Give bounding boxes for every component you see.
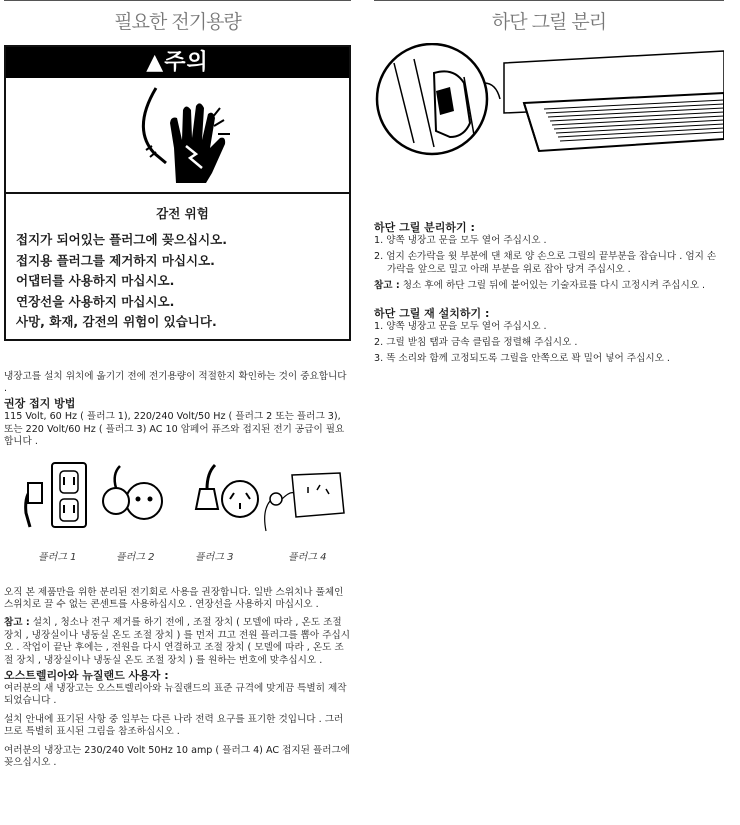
note-label: 참고 :: [4, 617, 30, 629]
australia-heading: 오스트렐리아와 뉴질랜드 사용자 :: [4, 668, 169, 682]
remove-steps: [374, 235, 724, 276]
shock-hazard-illustration: [6, 78, 349, 194]
warning-line: 연장선을 사용하지 마십시오.: [16, 293, 175, 309]
grille-note-label: 참고 :: [374, 280, 400, 292]
warning-line: 어댑터를 사용하지 마십시오.: [16, 273, 175, 288]
plug-caption: 플러그 3: [195, 552, 234, 563]
grounding-heading: 권장 접지 방법: [4, 397, 76, 411]
australia-paragraph-2: 설치 안내에 표기된 사항 중 일부는 다른 나라 전력 요구를 표기한 것입니다 . 그러므로 특별히 표시된 그림을 참조하십시오 .: [4, 713, 344, 738]
list-item: 2. 그릴 받침 탭과 금속 클립을 정렬해 주십시오 .: [374, 337, 578, 349]
list-item: 3. 똑 소리와 함께 고정되도록 그릴을 안쪽으로 꽉 밀어 넣어 주십시오 .: [374, 353, 670, 365]
plug-1-icon: [26, 463, 86, 527]
warning-line: 사망, 화재, 감전의 위험이 있습니다.: [16, 314, 217, 329]
australia-paragraph-3: 여러분의 냉장고는 230/240 Volt 50Hz 10 amp ( 플러그 4) AC 접지된 플러그에 꽂으십시오 .: [4, 744, 351, 768]
warning-triangle-icon: ▲: [146, 50, 165, 75]
plug-illustrations: [4, 449, 351, 555]
grille-note-text: 청소 후에 하단 그릴 뒤에 붙어있는 기술자료를 다시 고정시켜 주십시오 .: [399, 280, 706, 292]
warning-line: 접지가 되어있는 플러그에 꽂으십시오.: [16, 232, 228, 247]
warning-banner: [6, 47, 349, 78]
grille-note-paragraph: [374, 280, 724, 292]
plug-caption: 플러그 4: [288, 552, 327, 563]
plug-4-icon: [265, 473, 344, 531]
shock-hand-icon: [6, 78, 349, 192]
plug-3-icon: [196, 465, 258, 517]
note-text: 설치 , 청소나 전구 제거를 하기 전에 , 조절 장치 ( 모델에 따라 , 온도 조절 장치 , 냉장실이나 냉동실 온도 조절 장치 ) 를 먼저 끄고 전원 플러그를 뽑아 주십시오 . 작업이 끝난 후에는 , 전원을 다시 연결하고 조절 장치 ( 모델에 따라 , 온도 조절 장치 , 냉장실이나 냉동실 온도 조절 장치 ) 를 원하는 번호에 맞추십시오 .: [4, 617, 351, 666]
warning-banner-label: 주의: [164, 50, 209, 75]
warning-box: [4, 45, 351, 341]
warning-title: 감전 위험: [156, 206, 209, 221]
plug-caption: 플러그 2: [116, 552, 155, 563]
plug-2-icon: [103, 466, 162, 519]
section-heading-grille: 하단 그릴 분리: [374, 0, 724, 39]
australia-paragraph-1: 여러분의 새 냉장고는 오스트렐리아와 뉴질랜드의 표준 규격에 맞게끔 특별히 제작되었습니다 .: [4, 682, 347, 707]
list-item: 1. 양쪽 냉장고 문을 모두 열어 주십시오 .: [374, 235, 547, 246]
left-column: [4, 0, 351, 769]
circuit-paragraph: 오직 본 제품만을 위한 분리된 전기회로 사용을 권장합니다. 일반 스위치나 풀체인 스위치로 끌 수 없는 콘센트를 사용하십시오 . 연장선을 사용하지 마십시오 .: [4, 586, 344, 610]
grille-illustration: [374, 43, 724, 165]
intro-paragraph: 냉장고를 설치 위치에 옮기기 전에 전기용량이 적절한지 확인하는 것이 중요합니다 .: [4, 370, 347, 394]
list-item: 1. 양쪽 냉장고 문을 모두 열어 주십시오 .: [374, 320, 547, 332]
remove-grille-heading: 하단 그릴 분리하기 :: [374, 221, 475, 234]
section-heading-electrical: 필요한 전기용량: [4, 0, 351, 39]
plug-captions: [0, 548, 347, 562]
reinstall-steps: [374, 321, 724, 366]
warning-line: 접지용 플러그를 제거하지 마십시오.: [16, 252, 215, 268]
plug-caption: 플러그 1: [38, 552, 77, 563]
grille-removal-icon: [374, 43, 724, 165]
reinstall-grille-heading: 하단 그릴 재 설치하기 :: [374, 306, 490, 320]
warning-text: [6, 194, 349, 339]
right-column: [374, 0, 724, 370]
list-item: 2. 엄지 손가락을 윗 부분에 댄 채로 양 손으로 그릴의 끝부분을 잡습니다 . 엄지 손가락을 앞으로 밀고 아래 부분을 위로 잡아 당겨 주십시오 .: [374, 251, 717, 275]
grounding-paragraph: 115 Volt, 60 Hz ( 플러그 1), 220/240 Volt/50 Hz ( 플러그 2 또는 플러그 3), 또는 220 Volt/60 Hz ( 플러그 3) AC 10 암페어 퓨즈와 접지된 전기 공급이 필요합니다 .: [4, 411, 345, 448]
note-paragraph: [4, 617, 351, 667]
